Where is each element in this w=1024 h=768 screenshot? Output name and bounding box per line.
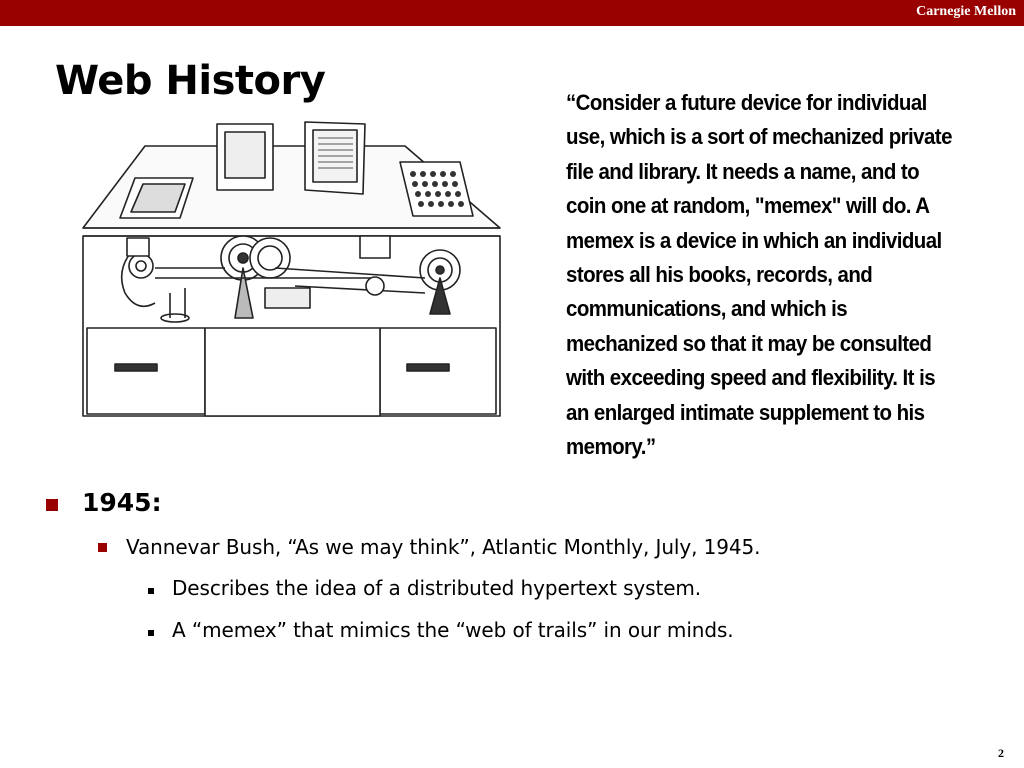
bullet-level3-marker [148,588,154,594]
memex-illustration [75,118,505,418]
bullet-level3-marker [148,630,154,636]
brand-label: Carnegie Mellon [916,4,1016,19]
bullet-level3-item: A “memex” that mimics the “web of trails” in our minds. [172,618,734,642]
page-number: 2 [998,746,1004,760]
memex-quote: “Consider a future device for individual use, which is a sort of mechanized private file and library. It needs a name, and to coin one at random, "memex" will do. A memex is a device in which an individual stores all his books, records, and communications, and which is mechanized so that it may be consulted with exceeding speed and flexibility. It is an enlarged intimate supplement to his memory.” [566,90,952,460]
bullet-level2: Vannevar Bush, “As we may think”, Atlantic Monthly, July, 1945. [126,535,761,559]
header-bar [0,0,1024,26]
bullet-level2-marker [98,543,107,552]
bullet-level3-item: Describes the idea of a distributed hypertext system. [172,576,702,600]
bullet-level1: 1945: [82,488,162,517]
page-title: Web History [55,58,326,104]
bullet-level1-marker [46,499,58,511]
